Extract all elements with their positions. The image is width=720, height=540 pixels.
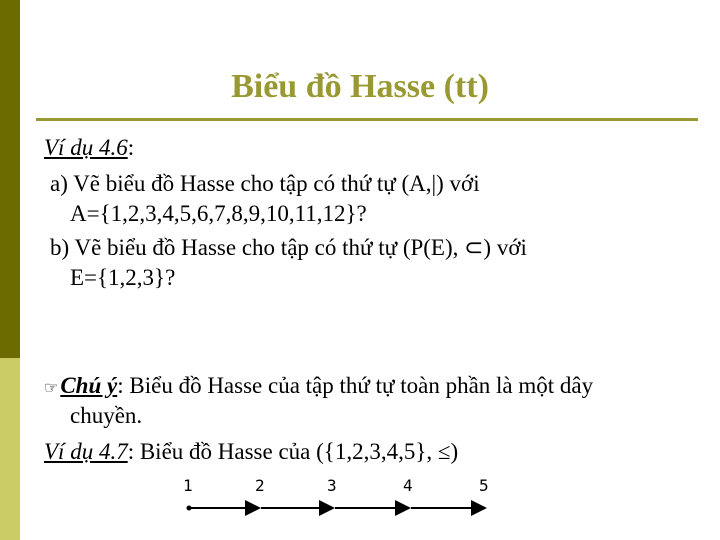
example-4-6-colon: : <box>127 135 135 160</box>
note-line2: chuyền. <box>70 403 143 428</box>
hasse-chain-diagram <box>175 470 515 520</box>
chain-node-label: 1 <box>183 476 193 495</box>
example-4-6-part-a-line1: a) Vẽ biểu đồ Hasse cho tập có thứ tự (A,|) với <box>50 171 480 196</box>
chain-node-label: 4 <box>403 476 413 495</box>
note-label: Chú ý <box>60 373 118 398</box>
example-4-7-label: Ví dụ 4.7 <box>44 439 128 464</box>
chain-lines-svg <box>175 470 515 520</box>
chain-edges <box>187 506 486 511</box>
chain-node-label: 2 <box>255 476 265 495</box>
note-text1: : Biểu đồ Hasse của tập thứ tự toàn phần là một dây <box>117 373 594 398</box>
left-accent-bar-light <box>0 358 20 540</box>
example-4-6-part-b-line1: b) Vẽ biểu đồ Hasse cho tập có thứ tự (P(E), ⊂) với <box>50 235 527 260</box>
example-4-7-line <box>44 438 458 466</box>
example-4-6-part-b-line2: E={1,2,3}? <box>70 265 176 290</box>
left-accent-bar-dark <box>0 0 20 358</box>
example-4-6-heading <box>44 134 134 162</box>
chain-node-label: 3 <box>327 476 337 495</box>
example-4-7-text: : Biểu đồ Hasse của ({1,2,3,4,5}, ≤) <box>127 439 459 464</box>
pointing-hand-icon: ☞ <box>44 380 59 397</box>
note-line1 <box>44 372 593 403</box>
example-4-6-part-a-line2: A={1,2,3,4,5,6,7,8,9,10,11,12}? <box>70 201 367 226</box>
title-divider <box>36 118 698 121</box>
example-4-6-label: Ví dụ 4.6 <box>44 135 128 160</box>
chain-node-label: 5 <box>479 476 489 495</box>
page-title: Biểu đồ Hasse (tt) <box>231 68 489 105</box>
